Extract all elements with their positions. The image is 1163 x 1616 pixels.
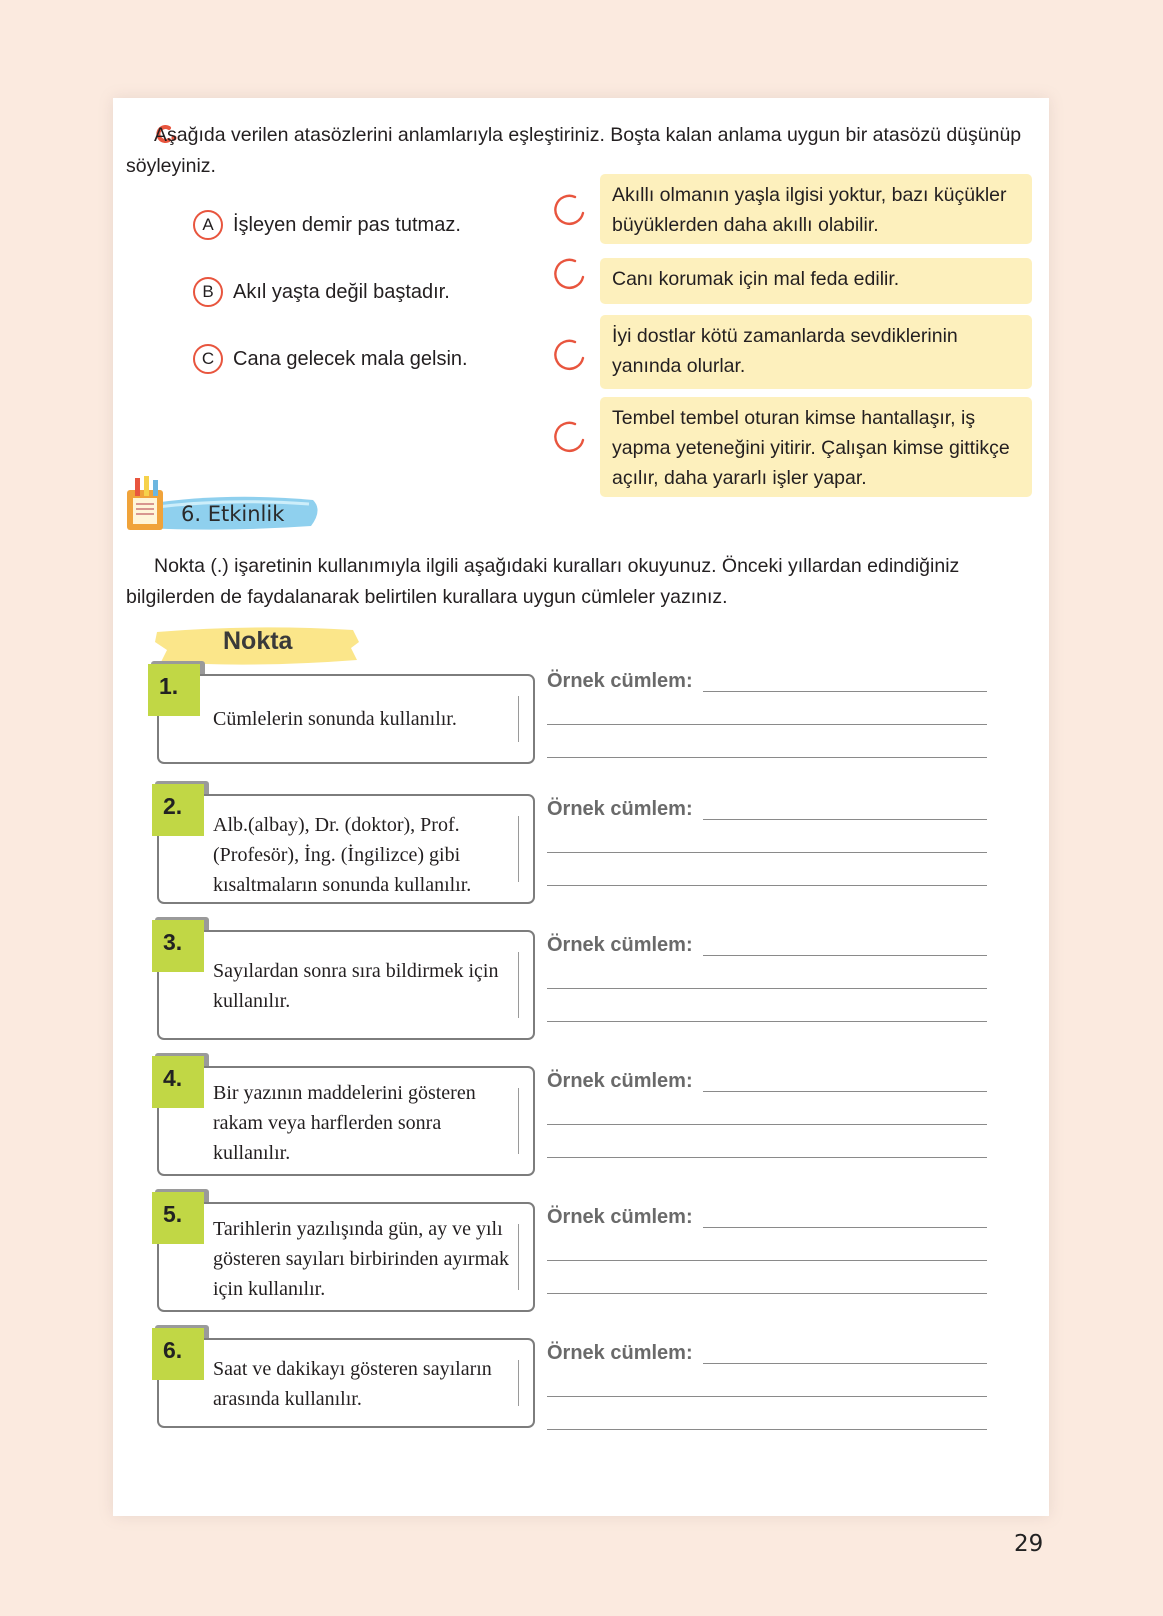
example-label-5: Örnek cümlem: [547,1206,693,1228]
answer-line[interactable] [703,1363,987,1364]
rule-text-5: Tarihlerin yazılışında gün, ay ve yılı gösteren sayıları birbirinden ayırmak için kullanılır. [213,1218,510,1300]
match-hook-icon[interactable] [553,336,587,374]
answer-line[interactable] [547,1157,987,1158]
meaning-box-1: Akıllı olmanın yaşla ilgisi yoktur, bazı küçükler büyüklerden daha akıllı olabilir. [600,174,1032,244]
rule-number-6: 6. [152,1328,204,1380]
rule-number-4: 4. [152,1056,204,1108]
proverb-badge-a[interactable]: A [193,210,223,240]
match-hook-icon[interactable] [553,418,587,456]
answer-line[interactable] [547,724,987,725]
answer-line[interactable] [703,691,987,692]
rule-text-6: Saat ve dakikayı gösteren sayıların arasında kullanılır. [213,1358,492,1410]
section-c-instruction: Aşağıda verilen atasözlerini anlamlarıyla eşleştiriniz. Boşta kalan anlama uygun bir atasözü düşünüp söyleyiniz. [126,124,1022,177]
answer-line[interactable] [703,955,987,956]
rule-text-2: Alb.(albay), Dr. (doktor), Prof. (Profesör), İng. (İngilizce) gibi kısaltmaların sonunda kullanılır. [213,814,472,896]
answer-line[interactable] [547,1396,987,1397]
answer-line[interactable] [547,988,987,989]
proverb-text-b: Akıl yaşta değil baştadır. [233,280,450,303]
proverb-badge-b[interactable]: B [193,277,223,307]
answer-line[interactable] [547,1293,987,1294]
rule-text-1: Cümlelerin sonunda kullanılır. [213,708,457,730]
rule-number-2: 2. [152,784,204,836]
answer-line[interactable] [547,1021,987,1022]
rule-number-1: 1. [148,664,200,716]
proverb-badge-c[interactable]: C [193,344,223,374]
answer-line[interactable] [703,1227,987,1228]
answer-line[interactable] [547,757,987,758]
rule-number-3: 3. [152,920,204,972]
activity-label: 6. Etkinlik [181,502,285,526]
answer-line[interactable] [547,1429,987,1430]
example-label-2: Örnek cümlem: [547,798,693,820]
rule-text-4: Bir yazının maddelerini gösteren rakam veya harflerden sonra kullanılır. [213,1082,476,1164]
proverb-a [193,208,461,242]
page-number: 29 [1014,1531,1044,1557]
activity-instruction: Nokta (.) işaretinin kullanımıyla ilgili aşağıdaki kuralları okuyunuz. Önceki yıllardan edindiğiniz bilgilerden de faydalanarak belirtilen kurallara uygun cümleler yazınız. [126,555,960,608]
example-label-1: Örnek cümlem: [547,670,693,692]
example-label-3: Örnek cümlem: [547,934,693,956]
rule-number-5: 5. [152,1192,204,1244]
answer-line[interactable] [703,1091,987,1092]
proverb-text-c: Cana gelecek mala gelsin. [233,347,468,370]
rules-heading: Nokta [223,627,293,655]
answer-line[interactable] [547,852,987,853]
example-label-6: Örnek cümlem: [547,1342,693,1364]
answer-line[interactable] [703,819,987,820]
proverb-text-a: İşleyen demir pas tutmaz. [233,213,461,236]
meaning-box-4: Tembel tembel oturan kimse hantallaşır, iş yapma yeteneğini yitirir. Çalışan kimse gittikçe açılır, daha yararlı işler yapar. [600,397,1032,497]
answer-line[interactable] [547,885,987,886]
match-hook-icon[interactable] [553,191,587,229]
meaning-box-3: İyi dostlar kötü zamanlarda sevdiklerinin yanında olurlar. [600,315,1032,389]
proverb-c [193,342,468,376]
meaning-box-2: Canı korumak için mal feda edilir. [600,258,1032,304]
answer-line[interactable] [547,1260,987,1261]
proverb-b [193,275,450,309]
answer-line[interactable] [547,1124,987,1125]
match-hook-icon[interactable] [553,255,587,293]
rule-text-3: Sayılardan sonra sıra bildirmek için kullanılır. [213,960,499,1012]
example-label-4: Örnek cümlem: [547,1070,693,1092]
workbook-page [113,98,1049,1516]
